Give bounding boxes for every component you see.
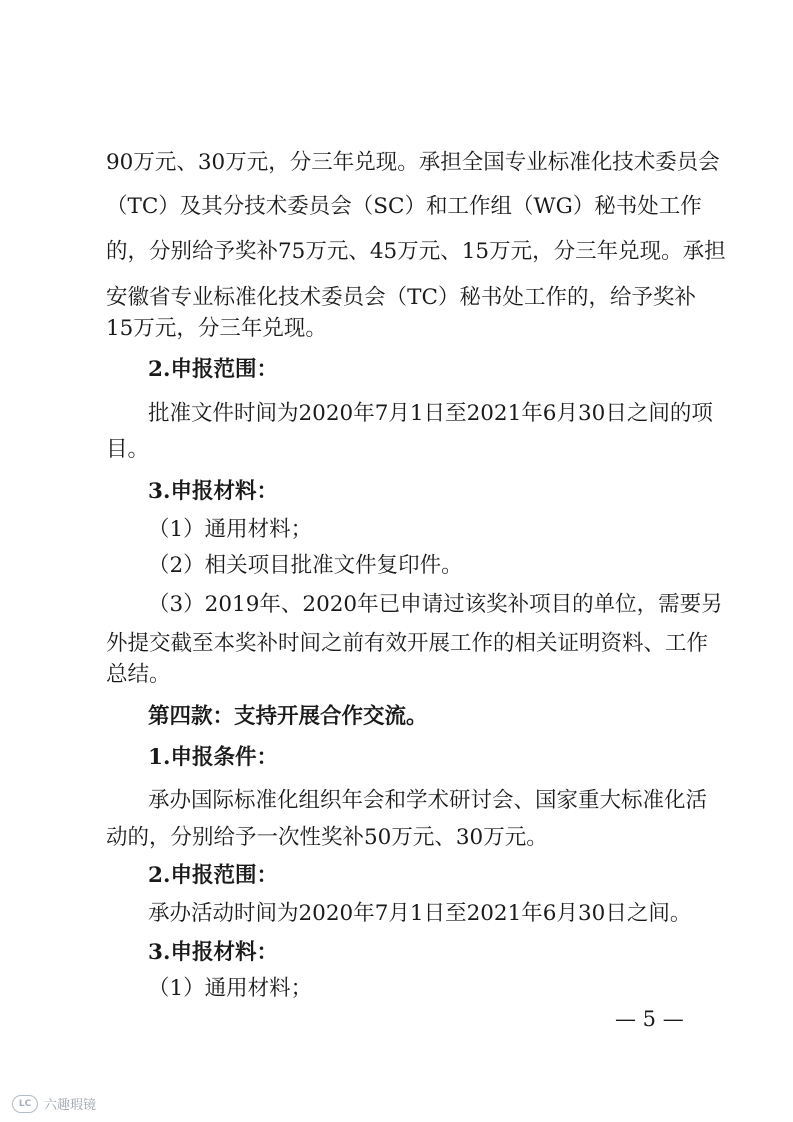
section-heading: 2.申报范围： (148, 357, 278, 382)
paragraph-line: （TC）及其分技术委员会（SC）和工作组（WG）秘书处工作 (106, 194, 702, 219)
section-heading: 3.申报材料： (148, 479, 278, 504)
paragraph-line: 承办活动时间为2020年7月1日至2021年6月30日之间。 (148, 901, 692, 926)
paragraph-line: 安徽省专业标准化技术委员会（TC）秘书处工作的，给予奖补 (106, 285, 696, 310)
paragraph-line: 90万元、30万元，分三年兑现。承担全国专业标准化技术委员会 (106, 150, 720, 175)
section-heading: 1.申报条件： (148, 745, 278, 770)
watermark-text: 六趣瑕镜 (44, 1098, 97, 1113)
paragraph-line: 承办国际标准化组织年会和学术研讨会、国家重大标准化活 (148, 788, 708, 813)
watermark-logo-icon: LC (12, 1095, 38, 1113)
list-item: （2）相关项目批准文件复印件。 (148, 553, 463, 578)
paragraph-line: 外提交截至本奖补时间之前有效开展工作的相关证明资料、工作 (106, 631, 709, 656)
watermark (12, 1094, 96, 1113)
list-item: （3）2019年、2020年已申请过该奖补项目的单位，需要另 (148, 592, 723, 617)
list-item: （1）通用材料； (148, 517, 313, 542)
paragraph-line: 目。 (106, 437, 150, 462)
paragraph-line: 的，分别给予奖补75万元、45万元、15万元，分三年兑现。承担 (106, 239, 726, 264)
paragraph-line: 动的，分别给予一次性奖补50万元、30万元。 (106, 825, 548, 850)
page-number: — 5 — (615, 1007, 684, 1031)
paragraph-line: 15万元，分三年兑现。 (106, 316, 327, 341)
clause-heading: 第四款：支持开展合作交流。 (148, 704, 428, 729)
list-item: （1）通用材料； (148, 976, 313, 1001)
paragraph-line: 批准文件时间为2020年7月1日至2021年6月30日之间的项 (148, 401, 713, 426)
section-heading: 2.申报范围： (148, 863, 278, 888)
section-heading: 3.申报材料： (148, 940, 278, 965)
paragraph-line: 总结。 (106, 662, 171, 687)
